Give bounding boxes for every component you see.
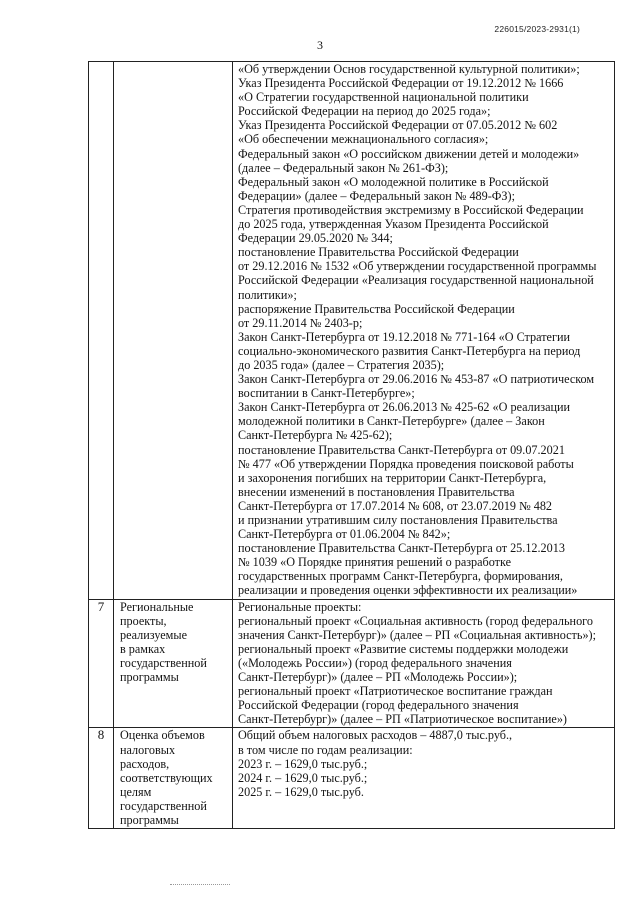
row-content-line: Санкт-Петербург)» (далее – РП «Патриотическое воспитание») bbox=[238, 712, 567, 727]
row-content-line: 2023 г. – 1629,0 тыс.руб.; bbox=[238, 756, 368, 771]
row-content-line: реализации и проведения оценки эффективности их реализации» bbox=[238, 583, 578, 598]
row-title-line: в рамках bbox=[120, 641, 166, 656]
row-title-line: целям bbox=[120, 784, 152, 799]
row-content-line: внесении изменений в постановления Правительства bbox=[238, 484, 515, 499]
row-title bbox=[114, 62, 233, 600]
table-row bbox=[89, 62, 615, 600]
row-content-line: молодежной политики в Санкт-Петербурге» (далее – Закон bbox=[238, 414, 545, 429]
row-title-line: государственной bbox=[120, 655, 207, 670]
row-content-line: распоряжение Правительства Российской Федерации bbox=[238, 301, 515, 316]
row-content-line: воспитании в Санкт-Петербурге»; bbox=[238, 386, 415, 401]
row-content-line: Федеральный закон «О российском движении детей и молодежи» bbox=[238, 146, 580, 161]
row-content-line: «О Стратегии государственной национальной политики bbox=[238, 90, 529, 105]
row-content-line: региональный проект «Патриотическое воспитание граждан bbox=[238, 684, 553, 699]
row-content-line: Российской Федерации (город федерального значения bbox=[238, 698, 519, 713]
row-content-line: Санкт-Петербурга от 17.07.2014 № 608, от 23.07.2019 № 482 bbox=[238, 498, 553, 513]
row-title-line: государственной bbox=[120, 798, 207, 813]
row-content-line: региональный проект «Социальная активность (город федерального bbox=[238, 613, 593, 628]
row-content-line: региональный проект «Развитие системы поддержки молодежи bbox=[238, 641, 569, 656]
page-number: 3 bbox=[317, 38, 323, 52]
row-content-line: Санкт-Петербург)» (далее – РП «Молодежь России»); bbox=[238, 670, 518, 685]
row-content-line: социально-экономического развития Санкт-Петербурга на период bbox=[238, 343, 581, 358]
row-content-line: от 29.12.2016 № 1532 «Об утверждении государственной программы bbox=[238, 259, 597, 274]
row-title-line: Оценка объемов bbox=[120, 728, 205, 743]
row-content-line: Стратегия противодействия экстремизму в Российской Федерации bbox=[238, 202, 584, 217]
row-content-line: Санкт-Петербурга № 425-62); bbox=[238, 428, 393, 443]
row-content-line: «Об обеспечении межнационального согласия»; bbox=[238, 132, 489, 147]
row-content-line: Региональные проекты: bbox=[238, 599, 362, 614]
row-content-line: в том числе по годам реализации: bbox=[238, 742, 413, 757]
row-number: 7 bbox=[89, 599, 114, 728]
row-content-line: Указ Президента Российской Федерации от 19.12.2012 № 1666 bbox=[238, 76, 564, 91]
row-content-line: № 1039 «О Порядке принятия решений о разработке bbox=[238, 555, 512, 570]
row-content-line: и признании утратившим силу постановления Правительства bbox=[238, 513, 558, 527]
row-content-line: Федерации 29.05.2020 № 344; bbox=[238, 231, 393, 246]
row-content bbox=[233, 62, 615, 600]
row-title-line: программы bbox=[120, 812, 179, 827]
row-content-line: («Молодежь России») (город федерального значения bbox=[238, 655, 512, 670]
row-content-line: политики»; bbox=[238, 287, 297, 302]
row-content-line: Закон Санкт-Петербурга от 26.06.2013 № 425-62 «О реализации bbox=[238, 400, 571, 415]
row-content-line: постановление Правительства Санкт-Петербурга от 09.07.2021 bbox=[238, 442, 565, 457]
row-content-line: государственных программ Санкт-Петербурга, формирования, bbox=[238, 569, 563, 584]
row-content bbox=[233, 728, 615, 829]
row-content-line: Российской Федерации «Реализация государственной национальной bbox=[238, 273, 594, 288]
row-content-line: Указ Президента Российской Федерации от 07.05.2012 № 602 bbox=[238, 118, 558, 133]
row-content-line: № 477 «Об утверждении Порядка проведения поисковой работы bbox=[238, 456, 574, 471]
row-content-line: Федерации» (далее – Федеральный закон № 489-ФЗ); bbox=[238, 188, 515, 203]
row-number: 8 bbox=[89, 728, 114, 829]
row-title-line: программы bbox=[120, 670, 179, 685]
row-content-line: до 2025 года, утвержденная Указом Президента Российской bbox=[238, 217, 549, 232]
row-content-line: и захоронения погибших на территории Санкт-Петербурга, bbox=[238, 470, 547, 485]
document-number: 226015/2023-2931(1) bbox=[494, 24, 580, 34]
row-title-line: реализуемые bbox=[120, 627, 187, 642]
row-content-line: 2025 г. – 1629,0 тыс.руб. bbox=[238, 784, 364, 799]
row-content-line: 2024 г. – 1629,0 тыс.руб.; bbox=[238, 770, 368, 785]
row-title-line: соответствующих bbox=[120, 770, 213, 785]
row-number bbox=[89, 62, 114, 600]
row-content-line: до 2035 года» (далее – Стратегия 2035); bbox=[238, 357, 445, 372]
table-row bbox=[89, 599, 615, 728]
row-content-line: от 29.11.2014 № 2403-р; bbox=[238, 315, 363, 330]
row-title-line: налоговых bbox=[120, 742, 176, 757]
row-content-line: Общий объем налоговых расходов – 4887,0 тыс.руб., bbox=[238, 728, 513, 743]
row-content-line: «Об утверждении Основ государственной культурной политики»; bbox=[238, 62, 580, 76]
table-row bbox=[89, 728, 615, 829]
row-content-line: Российской Федерации на период до 2025 года»; bbox=[238, 104, 491, 119]
row-title bbox=[114, 728, 233, 829]
program-passport-table bbox=[88, 61, 615, 829]
row-content-line: постановление Правительства Российской Федерации bbox=[238, 245, 519, 260]
row-content-line: Закон Санкт-Петербурга от 29.06.2016 № 453-87 «О патриотическом bbox=[238, 372, 595, 387]
row-content-line: (далее – Федеральный закон № 261-ФЗ); bbox=[238, 160, 449, 175]
row-content-line: Санкт-Петербурга от 01.06.2004 № 842»; bbox=[238, 527, 451, 542]
row-content-line: Федеральный закон «О молодежной политике в Российской bbox=[238, 174, 549, 189]
row-content-line: Закон Санкт-Петербурга от 19.12.2018 № 771-164 «О Стратегии bbox=[238, 329, 570, 344]
row-content-line: значения Санкт-Петербург)» (далее – РП «Социальная активность»); bbox=[238, 627, 596, 642]
row-title-line: расходов, bbox=[120, 756, 170, 771]
row-title-line: проекты, bbox=[120, 613, 167, 628]
row-title bbox=[114, 599, 233, 728]
row-content bbox=[233, 599, 615, 728]
row-title-line: Региональные bbox=[120, 599, 194, 614]
scan-artifact bbox=[170, 884, 230, 887]
row-content-line: постановление Правительства Санкт-Петербурга от 25.12.2013 bbox=[238, 541, 565, 556]
